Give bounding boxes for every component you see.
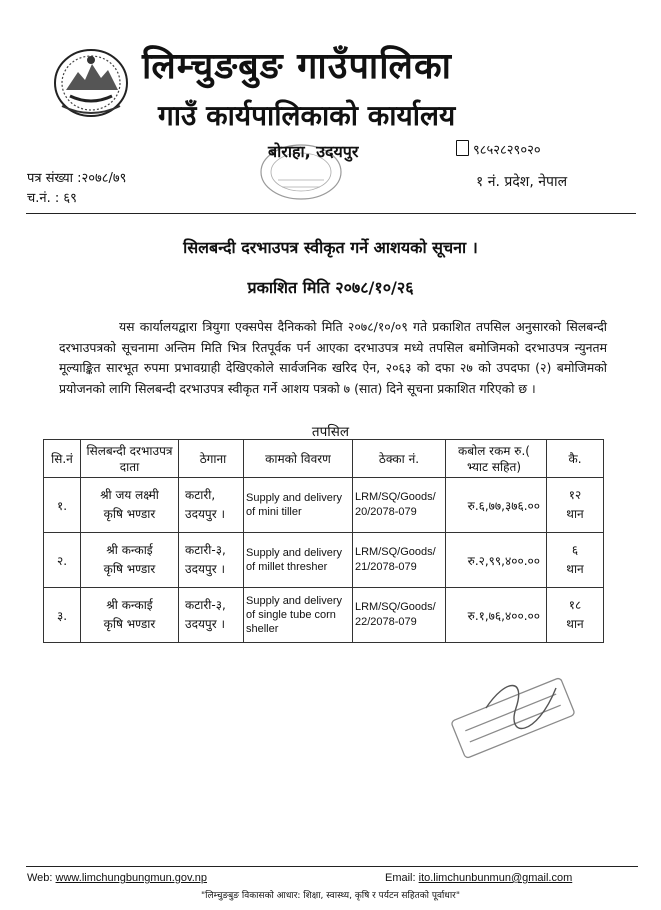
work-cell: Supply and delivery of mini tiller — [244, 478, 353, 533]
remarks-line: ६ — [571, 543, 579, 557]
table-row — [44, 588, 604, 643]
province: १ नं. प्रदेश, नेपाल — [476, 174, 568, 190]
amount-cell: रु.२,९९,४००.०० — [446, 533, 547, 588]
phone-contact — [456, 140, 541, 158]
column-header: कामको विवरण — [244, 440, 353, 478]
column-header: ठेगाना — [179, 440, 244, 478]
amount-cell: रु.१,७६,४००.०० — [446, 588, 547, 643]
remarks-cell — [547, 533, 604, 588]
work-cell: Supply and delivery of millet thresher — [244, 533, 353, 588]
email-label: Email: — [385, 872, 416, 884]
column-header: कबोल रकम रु.( भ्याट सहित) — [446, 440, 547, 478]
published-date: प्रकाशित मिति २०७८/१०/२६ — [247, 278, 414, 297]
remarks-line: १२ — [568, 488, 582, 502]
vendor-line: श्री कन्काई — [106, 543, 153, 557]
email-link[interactable]: ito.limchunbunmun@gmail.com — [418, 872, 573, 884]
vendor-line: कृषि भण्डार — [103, 562, 156, 576]
address-cell — [179, 533, 244, 588]
address-line: उदयपुर । — [185, 507, 225, 521]
address-line: कटारी-३, — [185, 543, 226, 557]
table-heading: तपसिल — [311, 424, 350, 440]
bid-table — [43, 439, 604, 643]
vendor-line: श्री कन्काई — [106, 598, 153, 612]
table-row — [44, 533, 604, 588]
amount-cell: रु.६,७७,३७६.०० — [446, 478, 547, 533]
footer-web — [27, 872, 207, 884]
remarks-cell — [547, 478, 604, 533]
serial-cell: १. — [44, 478, 81, 533]
dispatch-number: च.नं. : ६९ — [27, 191, 77, 206]
remarks-line: थान — [566, 507, 584, 521]
phone-number: ९८५२८२९०२० — [473, 143, 541, 158]
table-row — [44, 478, 604, 533]
contract-cell: LRM/SQ/Goods/ 22/2078-079 — [353, 588, 446, 643]
footer-email — [385, 872, 572, 884]
vendor-cell — [81, 478, 179, 533]
notice-title: सिलबन्दी दरभाउपत्र स्वीकृत गर्ने आशयको सूचना । — [183, 238, 478, 257]
office-address: बोराहा, उदयपुर — [268, 142, 359, 161]
column-header: कै. — [547, 440, 604, 478]
remarks-line: थान — [566, 562, 584, 576]
address-cell — [179, 478, 244, 533]
contract-cell: LRM/SQ/Goods/ 20/2078-079 — [353, 478, 446, 533]
table-header-row — [44, 440, 604, 478]
serial-cell: ३. — [44, 588, 81, 643]
vendor-line: श्री जय लक्ष्मी — [100, 488, 159, 502]
address-line: उदयपुर । — [185, 562, 225, 576]
footer-motto: "लिम्चुङबुङ विकासको आधार: शिक्षा, स्वास्थ्य, कृषि र पर्यटन सहितको पूर्वाधार" — [201, 891, 460, 901]
vendor-cell — [81, 533, 179, 588]
website-link[interactable]: www.limchungbungmun.gov.np — [55, 872, 207, 884]
vendor-line: कृषि भण्डार — [103, 617, 156, 631]
address-line: कटारी-३, — [185, 598, 226, 612]
contract-cell: LRM/SQ/Goods/ 21/2078-079 — [353, 533, 446, 588]
column-header: ठेक्का नं. — [353, 440, 446, 478]
column-header: सि.नं — [44, 440, 81, 478]
vendor-cell — [81, 588, 179, 643]
address-cell — [179, 588, 244, 643]
header-divider — [26, 213, 636, 214]
office-title: गाउँ कार्यपालिकाको कार्यालय — [158, 99, 456, 132]
signature-stamp-icon — [446, 668, 580, 768]
address-line: उदयपुर । — [185, 617, 225, 631]
notice-body — [59, 317, 607, 399]
footer-divider — [26, 866, 638, 867]
remarks-cell — [547, 588, 604, 643]
municipality-title: लिम्चुङबुङ गाउँपालिका — [142, 46, 452, 87]
reference-number: पत्र संख्या :२०७८/७९ — [27, 171, 127, 186]
address-line: कटारी, — [185, 488, 216, 502]
notice-body-text: यस कार्यालयद्वारा त्रियुगा एक्सपेस दैनिकको मिति २०७८/१०/०९ गते प्रकाशित तपसिल अनुसारको सिलबन्दी दरभाउपत्रको सूचनामा अन्तिम मिति भित्र रितपूर्वक पर्न आएका दरभाउपत्र मध्ये तपसिल बमोजिमको दरभाउपत्र न्युनतम मूल्याङ्कित सारभूत रुपमा प्रभावग्राही देखिएकोले सार्वजनिक खरिद ऐन, २०६३ को दफा २७ को उपदफा (२) बमोजिमको प्रयोजनको लागि सिलबन्दी दरभाउपत्र स्वीकृत गर्ने आशय पत्रको ७ (सात) दिने सूचना प्रकाशित गरिएको छ । — [59, 319, 607, 396]
serial-cell: २. — [44, 533, 81, 588]
nepal-emblem-icon — [52, 46, 130, 118]
work-cell: Supply and delivery of single tube corn sheller — [244, 588, 353, 643]
web-label: Web: — [27, 872, 53, 884]
column-header: सिलबन्दी दरभाउपत्र दाता — [81, 440, 179, 478]
vendor-line: कृषि भण्डार — [103, 507, 156, 521]
remarks-line: थान — [566, 617, 584, 631]
phone-icon — [456, 140, 469, 156]
remarks-line: १८ — [568, 598, 582, 612]
